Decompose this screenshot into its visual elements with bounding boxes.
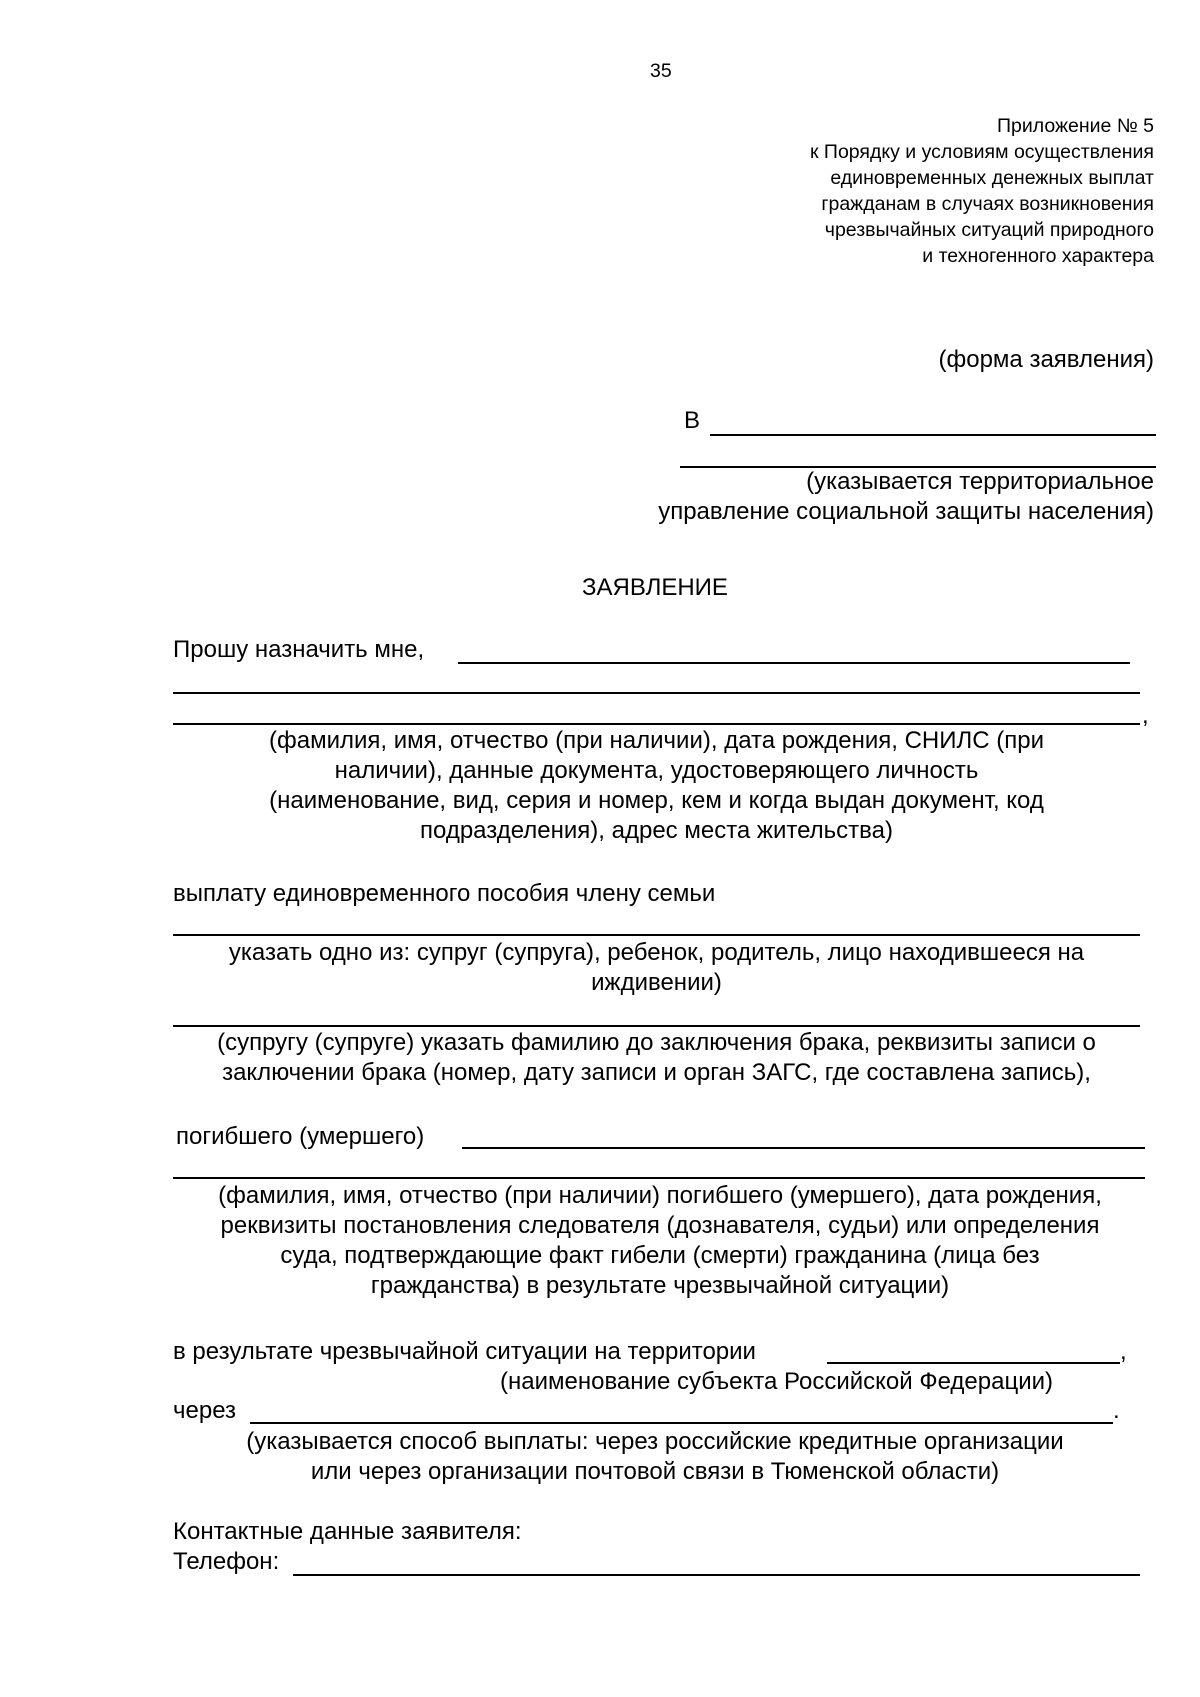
form-label: (форма заявления) <box>938 346 1154 373</box>
hint-line: реквизиты постановления следователя (дознавателя, судьи) или определения <box>220 1212 1100 1239</box>
addressee-field-line[interactable] <box>710 434 1156 436</box>
phone-field-line[interactable] <box>293 1574 1140 1576</box>
page-number: 35 <box>650 60 672 82</box>
applicant-hint <box>173 726 1140 846</box>
hint-line: гражданства) в результате чрезвычайной ситуации) <box>370 1272 950 1299</box>
payment-period: . <box>1113 1397 1120 1424</box>
family-member-hint <box>173 938 1140 998</box>
hint-line: иждивении) <box>591 969 722 996</box>
deceased-field-line-2[interactable] <box>173 1177 1145 1179</box>
appendix-line: гражданам в случаях возникновения <box>821 193 1154 215</box>
payment-label: через <box>173 1397 237 1424</box>
hint-line: или через организации почтовой связи в Тюменской области) <box>310 1458 1000 1485</box>
addressee-hint: (указывается территориальное <box>806 468 1154 495</box>
appendix-line: чрезвычайных ситуаций природного <box>824 219 1154 241</box>
document-title: ЗАЯВЛЕНИЕ <box>582 574 728 601</box>
hint-line: (фамилия, имя, отчество (при наличии), дата рождения, СНИЛС (при <box>269 727 1044 754</box>
spouse-hint <box>160 1028 1153 1088</box>
hint-line: (супругу (супруге) указать фамилию до заключения брака, реквизиты записи о <box>217 1029 1096 1056</box>
applicant-field-line-2[interactable] <box>173 692 1140 694</box>
spouse-field-line[interactable] <box>173 1025 1140 1027</box>
hint-line: наличии), данные документа, удостоверяющего личность <box>334 757 979 784</box>
deceased-label: погибшего (умершего) <box>176 1123 425 1150</box>
hint-line: (фамилия, имя, отчество (при наличии) погибшего (умершего), дата рождения, <box>218 1182 1102 1209</box>
appendix-block <box>810 113 1154 269</box>
hint-line: (указывается способ выплаты: через российские кредитные организации <box>246 1428 1064 1455</box>
applicant-comma: , <box>1142 702 1149 729</box>
family-member-field-line[interactable] <box>173 934 1140 936</box>
deceased-hint <box>165 1181 1155 1301</box>
payment-hint <box>175 1427 1135 1487</box>
appendix-line: единовременных денежных выплат <box>830 167 1154 189</box>
phone-label: Телефон: <box>173 1548 280 1575</box>
applicant-label: Прошу назначить мне, <box>173 636 425 663</box>
contacts-title: Контактные данные заявителя: <box>173 1518 522 1545</box>
territory-hint: (наименование субъекта Российской Федерации) <box>500 1368 1053 1395</box>
benefit-label: выплату единовременного пособия члену семьи <box>173 880 716 907</box>
hint-line: суда, подтверждающие факт гибели (смерти) гражданина (лица без <box>280 1242 1040 1269</box>
applicant-field-line[interactable] <box>458 662 1130 664</box>
territory-comma: , <box>1120 1338 1127 1365</box>
appendix-title: Приложение № 5 <box>997 115 1154 137</box>
appendix-line: и техногенного характера <box>922 245 1154 267</box>
appendix-line: к Порядку и условиям осуществления <box>809 141 1154 163</box>
hint-line: (наименование, вид, серия и номер, кем и когда выдан документ, код <box>269 787 1044 814</box>
deceased-field-line[interactable] <box>462 1147 1145 1149</box>
hint-line: заключении брака (номер, дату записи и орган ЗАГС, где составлена запись), <box>222 1059 1091 1086</box>
territory-field-line[interactable] <box>827 1362 1120 1364</box>
hint-line: указать одно из: супруг (супруга), ребенок, родитель, лицо находившееся на <box>228 939 1085 966</box>
hint-line: подразделения), адрес места жительства) <box>420 817 893 844</box>
payment-field-line[interactable] <box>250 1422 1113 1424</box>
territory-label: в результате чрезвычайной ситуации на территории <box>173 1338 756 1365</box>
addressee-hint: управление социальной защиты населения) <box>658 498 1154 525</box>
addressee-prefix: В <box>684 407 701 434</box>
applicant-field-line-3[interactable] <box>173 723 1140 725</box>
